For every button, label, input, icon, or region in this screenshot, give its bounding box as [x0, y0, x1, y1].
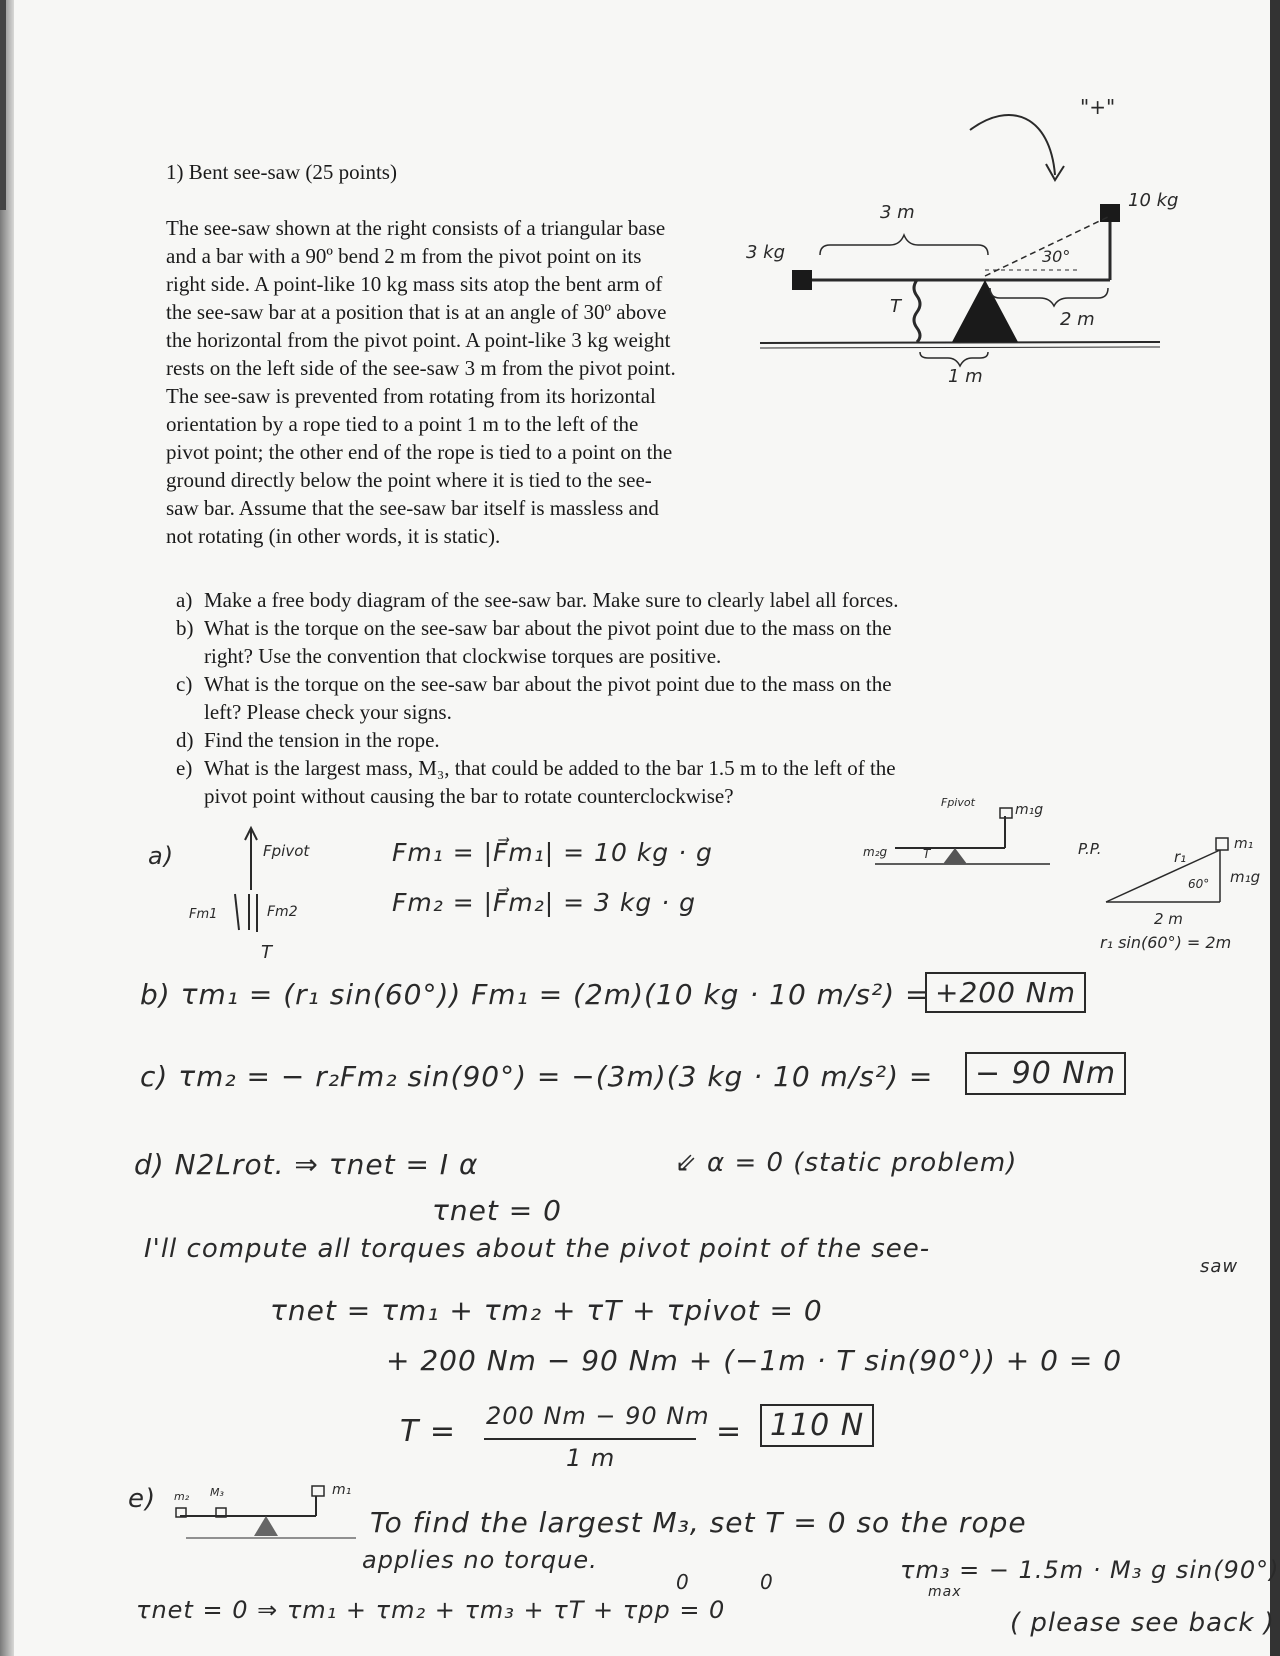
e-pivot: [254, 1516, 278, 1536]
clockwise-arrow: [970, 115, 1055, 175]
solution-e-tm3: τm₃ = − 1.5m · M₃ g sin(90°): [900, 1556, 1280, 1584]
mini-seesaw-sketch: [855, 786, 1055, 876]
solution-d-denominator: 1 m: [566, 1444, 616, 1472]
left-mass-label: 3 kg: [746, 242, 786, 263]
fbd-fm1-label: Fm1: [189, 907, 218, 922]
question-list: [176, 586, 1056, 810]
mini-m2g-label: m₂g: [863, 845, 888, 859]
solution-d-line4: τnet = τm₁ + τm₂ + τT + τpivot = 0: [270, 1294, 823, 1327]
solution-eq-fm2: Fm₂ = |F⃗m₂| = 3 kg · g: [392, 888, 696, 917]
rope-offset-label: 1 m: [948, 366, 983, 387]
solution-e-label: e): [128, 1484, 157, 1514]
question-line: Find the tension in the rope.: [204, 728, 440, 752]
intro-line: rests on the left side of the see-saw 3 m from the pivot point.: [166, 356, 676, 380]
question-line: left? Please check your signs.: [204, 700, 452, 724]
solution-e-line2: applies no torque.: [362, 1546, 598, 1574]
right-arm-brace: [990, 288, 1108, 306]
intro-line: The see-saw is prevented from rotating from its horizontal: [166, 384, 656, 408]
fraction-bar: [484, 1438, 696, 1440]
fbd-t-label: T: [261, 942, 272, 963]
rope-label: T: [890, 296, 901, 317]
scan-edge-left: [0, 0, 14, 1656]
fbd-m1-arrow: [235, 894, 239, 930]
solution-e-zero: 0: [676, 1570, 690, 1594]
solution-eq-fm1: Fm₁ = |F⃗m₁| = 10 kg · g: [392, 838, 713, 867]
free-body-diagram: [185, 820, 345, 963]
left-arm-brace: [820, 235, 988, 255]
angle-dashed-line: [985, 216, 1110, 276]
plus-label: "+": [1080, 95, 1116, 119]
question-line: What is the torque on the see-saw bar about the pivot point due to the mass on the: [204, 672, 892, 696]
solution-e-zero: 0: [760, 1570, 774, 1594]
solution-e-max: max: [928, 1584, 962, 1600]
right-arm-label: 2 m: [1060, 309, 1095, 330]
geom-m1g-label: m₁g: [1230, 868, 1261, 886]
fbd-fm2-label: Fm2: [267, 904, 298, 920]
scan-edge-shadow: [0, 0, 6, 210]
e-mass-m1: [312, 1486, 324, 1496]
intro-line: and a bar with a 90º bend 2 m from the pivot point on its: [166, 244, 642, 268]
e-seesaw-sketch: [166, 1476, 366, 1556]
solution-c-line: c) τm₂ = − r₂Fm₂ sin(90°) = −(3m)(3 kg · 10 m/s²) =: [140, 1060, 934, 1093]
question-d: [176, 726, 1056, 754]
solution-d-t-lhs: T =: [400, 1414, 456, 1449]
rope-offset-brace: [920, 352, 988, 366]
question-label: d): [176, 728, 194, 752]
intro-line: the horizontal from the pivot point. A point-like 3 kg weight: [166, 328, 671, 352]
intro-line: orientation by a rope tied to a point 1 m to the left of the: [166, 412, 639, 436]
solution-c-answer: − 90 Nm: [965, 1052, 1126, 1095]
mini-m1g-label: m₁g: [1015, 802, 1044, 818]
geom-r1-label: r₁: [1174, 848, 1187, 866]
intro-line: The see-saw shown at the right consists of a triangular base: [166, 216, 666, 240]
geom-mass: [1216, 838, 1228, 850]
intro-line: pivot point; the other end of the rope is tied to a point on the: [166, 440, 673, 464]
geom-angle-label: 60°: [1188, 877, 1210, 891]
question-c: [176, 670, 1056, 726]
solution-d-line5: + 200 Nm − 90 Nm + (−1m · T sin(90°)) + 0 = 0: [386, 1344, 1123, 1377]
solution-d-numerator: 200 Nm − 90 Nm: [486, 1402, 710, 1430]
question-line: What is the torque on the see-saw bar about the pivot point due to the mass on the: [204, 616, 892, 640]
seesaw-figure: [746, 80, 1200, 400]
question-b: [176, 614, 1056, 670]
problem-title: 1) Bent see-saw (25 points): [166, 160, 397, 184]
pivot-triangle: [952, 280, 1018, 342]
solution-b-line: b) τm₁ = (r₁ sin(60°)) Fm₁ = (2m)(10 kg · 10 m/s²) =: [140, 978, 930, 1011]
solution-d-equals: =: [716, 1414, 743, 1449]
solution-e-line1: To find the largest M₃, set T = 0 so the rope: [370, 1506, 1027, 1539]
angle-label: 30°: [1042, 247, 1071, 266]
question-a: [176, 586, 1056, 614]
question-line: What is the largest mass, M₃, that could be added to the bar 1.5 m to the left of the: [204, 756, 896, 780]
question-line: Make a free body diagram of the see-saw bar. Make sure to clearly label all forces.: [204, 588, 899, 612]
solution-e-line3: τnet = 0 ⇒ τm₁ + τm₂ + τm₃ + τT + τpp = 0: [136, 1596, 726, 1624]
intro-line: right side. A point-like 10 kg mass sits atop the bent arm of: [166, 272, 663, 296]
mini-t-label: T: [923, 847, 931, 861]
question-label: a): [176, 588, 193, 612]
scan-edge-right: [1270, 0, 1280, 1656]
solution-d-line1: d) N2Lrot. ⇒ τnet = I α: [134, 1148, 479, 1181]
question-label: c): [176, 672, 193, 696]
fbd-fpivot-label: Fpivot: [263, 842, 310, 860]
geom-hypotenuse: [1106, 850, 1220, 902]
e-m2-label: m₂: [174, 1490, 190, 1503]
intro-line: the see-saw bar at a position that is at an angle of 30º above: [166, 300, 667, 324]
e-m3-label: M₃: [210, 1486, 224, 1499]
intro-line: ground directly below the point where it is tied to the see-: [166, 468, 652, 492]
geom-relation-label: r₁ sin(60°) = 2m: [1100, 933, 1232, 952]
geom-pp-label: P.P.: [1078, 840, 1102, 858]
solution-d-line3: I'll compute all torques about the pivot point of the see-: [144, 1234, 931, 1264]
mini-fpivot-label: Fpivot: [941, 796, 975, 809]
rope: [914, 280, 920, 342]
right-mass-label: 10 kg: [1128, 190, 1179, 211]
geom-m1-label: m₁: [1234, 836, 1254, 852]
e-m1-label: m₁: [332, 1482, 352, 1498]
solution-d-note: ⇙ α = 0 (static problem): [675, 1148, 1018, 1178]
solution-see-back: ( please see back ): [1010, 1608, 1275, 1638]
solution-b-answer: +200 Nm: [925, 972, 1086, 1013]
left-mass-block: [792, 270, 812, 290]
question-label: b): [176, 616, 194, 640]
mini-pivot: [943, 848, 967, 864]
intro-line: not rotating (in other words, it is static).: [166, 524, 501, 548]
solution-a-label: a): [148, 842, 175, 870]
intro-line: saw bar. Assume that the see-saw bar itself is massless and: [166, 496, 659, 520]
ground-line: [760, 342, 1160, 343]
question-line: right? Use the convention that clockwise torques are positive.: [204, 644, 722, 668]
problem-intro: [166, 214, 786, 550]
ground-line: [760, 347, 1160, 348]
solution-d-line3b: saw: [1200, 1256, 1239, 1277]
question-label: e): [176, 756, 193, 780]
solution-d-line2: τnet = 0: [432, 1194, 562, 1227]
geometry-sketch: [1070, 832, 1280, 952]
left-arm-label: 3 m: [880, 202, 915, 223]
geom-dist-label: 2 m: [1154, 910, 1183, 928]
question-line: pivot point without causing the bar to rotate counterclockwise?: [204, 784, 734, 808]
solution-d-answer: 110 N: [760, 1404, 874, 1447]
